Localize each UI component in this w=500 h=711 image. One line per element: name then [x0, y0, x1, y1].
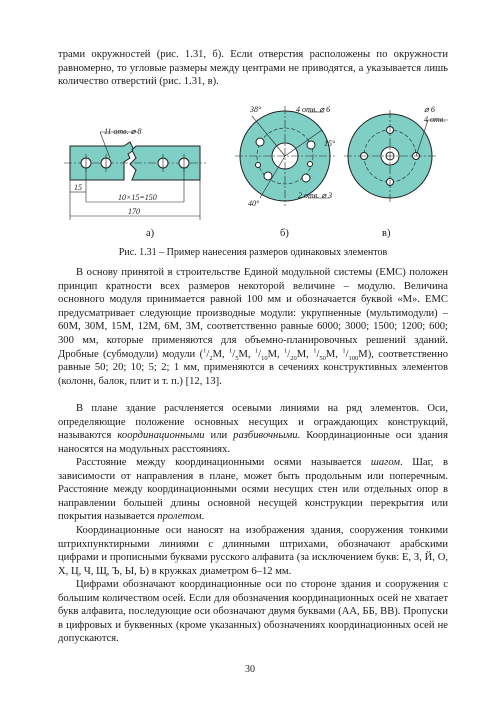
dim-b-40: 40°	[248, 199, 260, 208]
dim-b-4holes: 4 отв. ⌀ 6	[296, 105, 331, 114]
dim-b-38: 38°	[250, 105, 262, 114]
figure-label-v: в)	[382, 228, 391, 239]
intro-paragraph: трами окружностей (рис. 1.31, б). Если отверстия расположены по окружности равномерно, то угловые размеры между центрами не приводятся, а указывается лишь количество отверстий (рис. 1.31, в).	[58, 49, 448, 88]
paragraph-step: Расстояние между координационными осями называется шагом. Шаг, в зависимости от направления в плане, может быть продольным или поперечным. Расстояние между координационными осями несущих стен или отдельных опор в направлении большей длины основной несущей конструкции перекрытия или покрытия называется пролетом.	[58, 457, 448, 523]
paragraph-marking: Координационные оси наносят на изображения здания, сооружения тонкими штрихпунктирными линиями с длинными штрихами, обозначают арабскими цифрами и прописными буквами русского алфавита (за исключением букв: Е, З, Й, О, Х, Ц, Ч, Щ, Ъ, Ы, Ь) в кружках диаметром 6–12 мм.	[58, 525, 448, 577]
dim-b-2holes: 2 отв. ⌀ 3	[298, 191, 333, 200]
dim-b-15: 15°	[324, 139, 336, 148]
paragraph-numbering: Цифрами обозначают координационные оси по стороне здания и сооружения с большим количеством осей. Если для обозначения координационных осей не хватает букв алфавита, последующие оси обозначают двумя буквами (АА, ББ, ВВ). Пропуски в цифровых и буквенных (кроме указанных) обозначениях координационных осей не допускаются.	[58, 579, 448, 645]
dim-a-total: 170	[128, 207, 140, 216]
dim-a-holes: 11 отв. ⌀ 8	[104, 127, 142, 136]
figure-caption: Рис. 1.31 – Пример нанесения размеров одинаковых элементов	[118, 247, 388, 258]
page-number: 30	[245, 664, 255, 675]
figure-label-b: б)	[280, 228, 289, 239]
dim-a-15: 15	[74, 183, 82, 192]
paragraph-axes: В плане здание расчленяется осевыми линиями на ряд элементов. Оси, определяющие положение основных несущих и ограждающих конструкций, называются координационными или разбивочными. Координационные оси здания наносятся на модульных расстояниях.	[58, 403, 448, 455]
figure-drawing	[60, 98, 450, 258]
figure-1-31	[60, 98, 450, 258]
paragraph-ems: В основу принятой в строительстве Единой модульной системы (ЕМС) положен принцип кратности всех размеров некоторой величине – модулю. Величина основного модуля принимается равной 100 мм и обозначается буквой «М». ЕМС предусматривает следующие производные модули: укрупненные (мультимодули) – 60М, 30М, 15М, 12М, 6М, 3М, соответственно равные 6000; 3000; 1500; 1200; 600; 300 мм, которые применяются для объемно-планировочных решений зданий. Дробные (субмодули) модули ($^1/_2М$, $^1/_5М$, $^1/_{10}М$, $^1/_{20}М$, $^1/_{50}М$, $^1/_{100}М$), соответственно равные 50; 20; 10; 5; 2; 1 мм, применяются в сечениях конструктивных элементов (колонн, балок, плит и т. п.) [12, 13].	[58, 267, 449, 387]
figure-label-a: а)	[146, 228, 155, 239]
dim-v-diam: ⌀ 6	[424, 105, 435, 114]
dim-v-count: 4 отв.	[424, 115, 446, 124]
dim-a-pitch: 10×15=150	[118, 193, 157, 202]
